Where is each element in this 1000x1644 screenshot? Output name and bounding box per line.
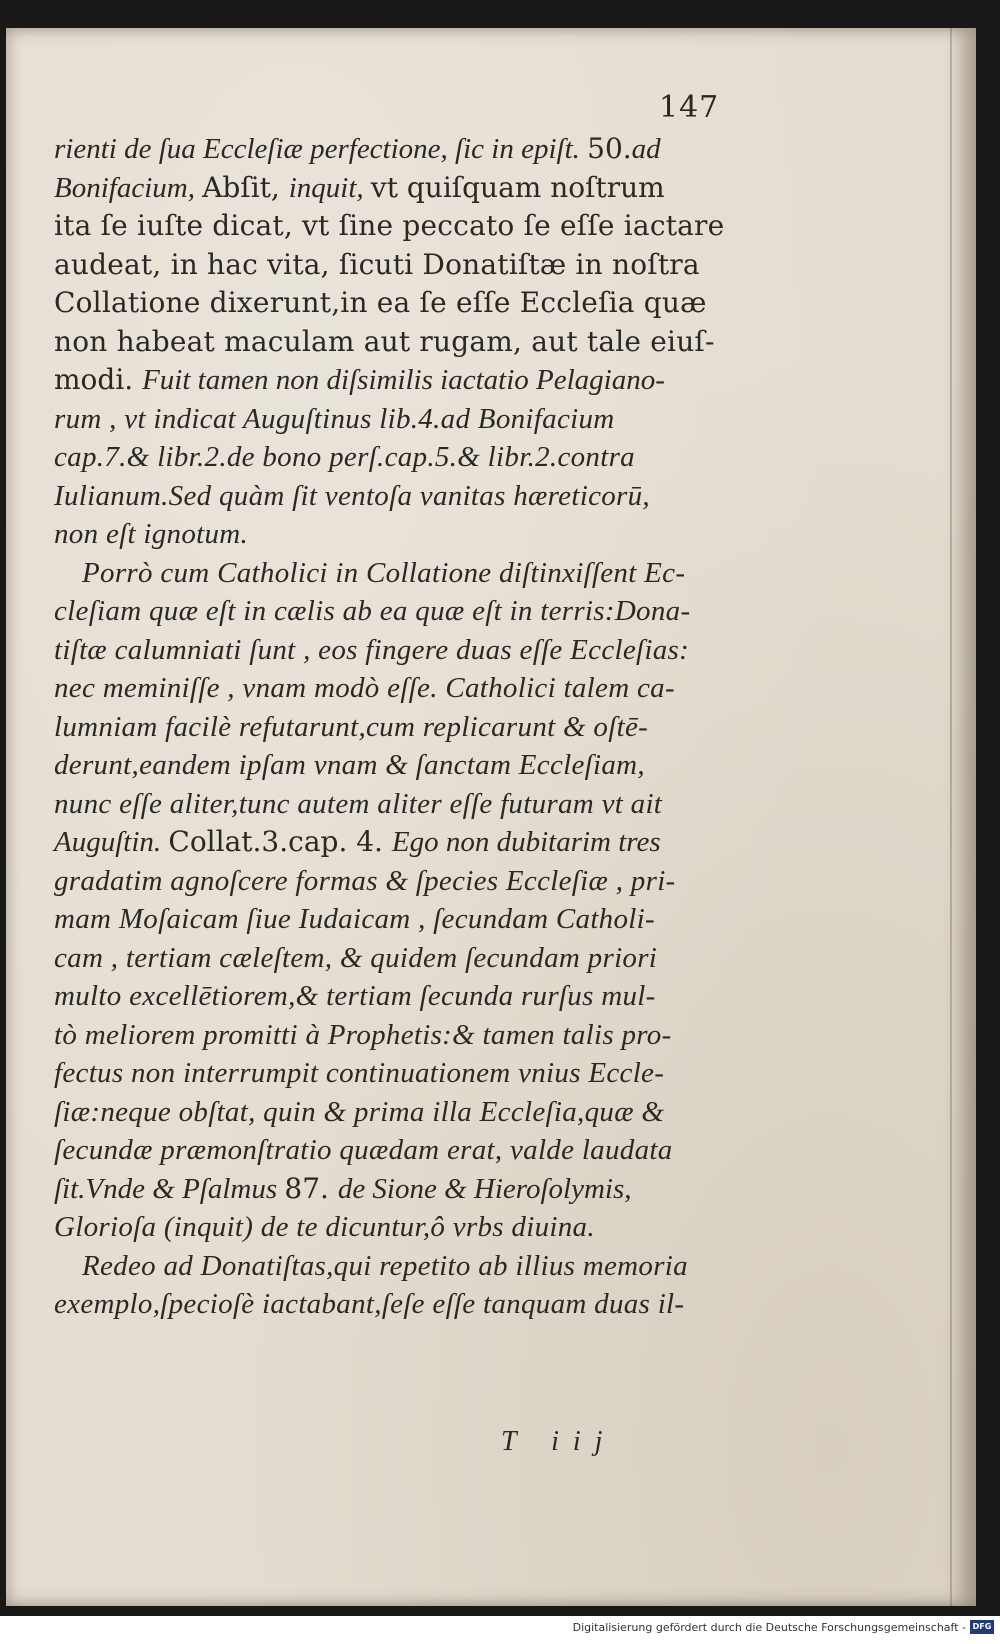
text-line: multo excellētiorem,& tertiam ſecunda rurſus mul- — [54, 980, 656, 1012]
text-line: fectus non interrumpit continuationem vnius Eccle- — [54, 1057, 665, 1089]
text-line — [54, 169, 734, 208]
text-run: Ego non dubitarim tres — [391, 826, 661, 858]
text-run: Collat.3.cap. 4. — [168, 825, 392, 858]
text-line: nunc eſſe aliter,tunc autem aliter eſſe futuram vt ait — [54, 787, 663, 820]
text-run: rienti de ſua Eccleſiæ perfectione, ſic in epiſt. — [54, 133, 588, 165]
text-run: Abſit, — [202, 170, 289, 204]
text-run: de Sione & Hieroſolymis, — [337, 1172, 632, 1205]
text-line: non habeat maculam aut rugam, aut tale eiuſ- — [54, 324, 715, 358]
text-line: cap.7.& libr.2.de bono perſ.cap.5.& libr.2.contra — [54, 441, 635, 473]
text-line: ſiæ:neque obſtat, quin & prima illa Eccleſia,quæ & — [54, 1095, 665, 1128]
text-line: Porrò cum Catholici in Collatione diſtinxiſſent Ec- — [82, 556, 686, 589]
text-line: ſecundæ præmonſtratio quædam erat, valde laudata — [54, 1134, 673, 1166]
text-run: Bonifacium, — [54, 171, 203, 204]
text-run: modi. — [54, 363, 143, 396]
text-line: exemplo,ſpecioſè iactabant,ſeſe eſſe tanquam duas il- — [54, 1288, 685, 1320]
text-run: 50. — [587, 132, 632, 165]
text-line: Iulianum.Sed quàm ſit ventoſa vanitas hæreticorū, — [54, 479, 650, 512]
text-run: 87. — [284, 1171, 338, 1205]
page-gutter — [950, 28, 952, 1606]
signature-mark: T iij — [501, 1426, 617, 1457]
text-line: Glorioſa (inquit) de te dicuntur,ô vrbs diuina. — [54, 1211, 595, 1243]
text-run: vt quiſquam noſtrum — [370, 170, 665, 204]
funding-credit: Digitalisierung gefördert durch die Deutsche Forschungsgemeinschaft - — [572, 1621, 966, 1634]
text-line: lumniam facilè refutarunt,cum replicarunt & oſtē- — [54, 710, 649, 743]
body-text — [54, 130, 734, 1324]
dfg-logo: DFG — [970, 1620, 994, 1634]
text-run: Auguſtin. — [54, 826, 169, 858]
text-line — [54, 361, 734, 400]
book-page — [6, 28, 976, 1606]
text-line — [54, 130, 734, 169]
text-line — [54, 1170, 734, 1209]
page-number: 147 — [659, 90, 720, 125]
text-line: audeat, in hac vita, ſicuti Donatiſtæ in noſtra — [54, 247, 700, 281]
footer-bar — [0, 1616, 1000, 1644]
text-line: gradatim agnoſcere formas & ſpecies Eccleſiæ , pri- — [54, 864, 676, 897]
text-line: ita ſe iuſte dicat, vt ſine peccato ſe eſſe iactare — [54, 209, 725, 242]
text-run: Fuit tamen non diſsimilis iactatio Pelagiano- — [142, 364, 665, 396]
text-line: mam Moſaicam ſiue Iudaicam , ſecundam Catholi- — [54, 903, 655, 935]
text-line: rum , vt indicat Auguſtinus lib.4.ad Bonifacium — [54, 402, 615, 435]
text-run: ad — [631, 133, 661, 165]
text-run: inquit, — [288, 171, 371, 204]
text-line: cleſiam quæ eſt in cælis ab ea quæ eſt in terris:Dona- — [54, 595, 691, 627]
text-run: ſit.Vnde & Pſalmus — [54, 1172, 285, 1205]
text-line: Redeo ad Donatiſtas,qui repetito ab illius memoria — [82, 1249, 688, 1282]
text-line — [54, 823, 734, 862]
text-line: tiſtæ calumniati ſunt , eos fingere duas eſſe Eccleſias: — [54, 633, 690, 666]
text-line: tò meliorem promitti à Prophetis:& tamen talis pro- — [54, 1018, 672, 1051]
text-line: nec meminiſſe , vnam modò eſſe. Catholici talem ca- — [54, 672, 675, 704]
text-line: derunt,eandem ipſam vnam & ſanctam Eccleſiam, — [54, 749, 645, 781]
text-line: Collatione dixerunt,in ea ſe eſſe Eccleſia quæ — [54, 286, 707, 319]
text-line: non eſt ignotum. — [54, 518, 249, 550]
text-line: cam , tertiam cæleſtem, & quidem ſecundam priori — [54, 941, 658, 974]
